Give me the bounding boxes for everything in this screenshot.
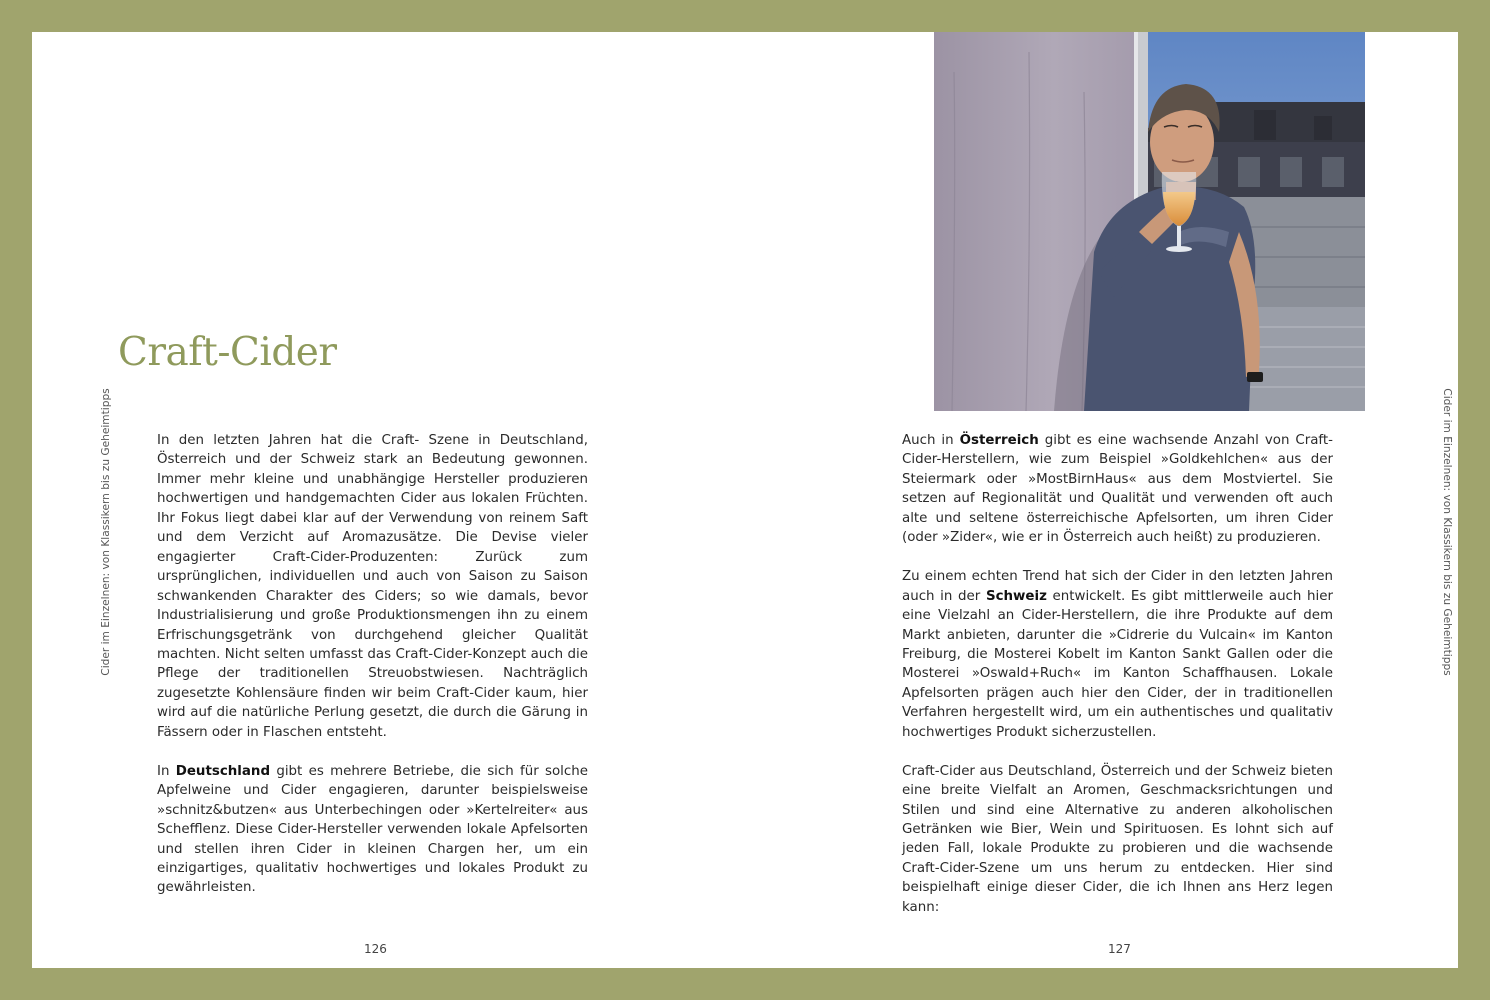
chapter-title: Craft-Cider	[118, 330, 337, 375]
right-text-column	[902, 431, 1333, 937]
austria-text-start: Auch in	[902, 433, 960, 448]
summary-paragraph: Craft-Cider aus Deutschland, Österreich und der Schweiz bieten eine breite Vielfalt an Aromen, Geschmacksrichtungen und Stilen und sind eine Alternative zu anderen alkoholischen Getränken wie Bier, Wein und Spirituosen. Es lohnt sich auf jeden Fall, lokale Produkte zu probieren und die wachsende Craft-Cider-Szene um uns herum zu entdecken. Hier sind beispielhaft einige dieser Cider, die ich Ihnen ans Herz legen kann:	[902, 763, 1333, 915]
austria-keyword: Österreich	[959, 433, 1039, 448]
germany-text-rest: gibt es mehrere Betriebe, die sich für solche Apfelweine und Cider engagieren, darunter beispielsweise »schnitz&butzen« aus Unterbechingen oder »Kertelreiter« aus Schefflenz. Diese Cider-Hersteller verwenden lokale Apfelsorten und stellen ihren Cider in kleinen Chargen her, um ein einzigartiges, qualitativ hochwertiges und lokales Produkt zu gewährleisten.	[157, 763, 588, 896]
germany-paragraph	[157, 762, 588, 898]
germany-keyword: Deutschland	[175, 763, 271, 779]
cider-tasting-photo	[934, 32, 1365, 411]
running-head-left: Cider im Einzelnen: von Klassikern bis zu Geheimtipps	[100, 388, 112, 676]
switzerland-keyword: Schweiz	[985, 588, 1047, 604]
running-head-right: Cider im Einzelnen: von Klassikern bis zu Geheimtipps	[1441, 388, 1453, 676]
switzerland-text-start: Zu einem echten Trend hat sich der Cider in den letzten Jahren auch in der	[902, 569, 1333, 604]
switzerland-text-rest: entwickelt. Es gibt mittlerweile auch hier eine Vielzahl an Cider-Herstellern, die ihre Produkte auf dem Markt anbieten, darunter die »Cidrerie du Vulcain« im Kanton Freiburg, die Mosterei Kobelt im Kanton Sankt Gallen oder die Mosterei »Oswald+Ruch« im Kanton Schaffhausen. Lokale Apfelsorten prägen auch hier den Cider, der in traditionellen Verfahren hergestellt wird, um ein authentisches und qualitativ hochwertiges Produkt sicherzustellen.	[902, 588, 1334, 740]
switzerland-paragraph	[902, 567, 1333, 742]
intro-paragraph: In den letzten Jahren hat die Craft- Szene in Deutschland, Österreich und der Schweiz stark an Bedeutung gewonnen. Immer mehr kleine und unabhängige Hersteller produzieren hochwertigen und handgemachten Cider aus lokalen Früchten. Ihr Fokus liegt dabei klar auf der Verwendung von reinem Saft und dem Verzicht auf Aromazusätze. Die Devise vieler engagierter Craft-Cider-Produzenten: Zurück zum ursprünglichen, individuellen und auch von Saison zu Saison schwankenden Charakter des Ciders; so wie damals, bevor Industrialisierung und große Produktionsmengen ihn zu einem Erfrischungsgetränk von durchgehend gleicher Qualität machten. Nicht selten umfasst das Craft-Cider-Konzept auch die Pflege der traditionellen Streuobstwiesen. Nachträglich zugesetzte Kohlensäure finden wir beim Craft-Cider kaum, hier wird auf die natürliche Perlung gesetzt, die durch die Gärung in Fässern oder in Flaschen entsteht.	[157, 433, 588, 740]
page-number-right: 127	[1108, 942, 1131, 956]
austria-paragraph	[902, 431, 1333, 548]
photo-illustration	[934, 32, 1365, 411]
germany-text-start: In	[157, 763, 176, 779]
page-number-left: 126	[364, 942, 387, 956]
austria-text-rest: gibt es eine wachsende Anzahl von Craft-Cider-Herstellern, wie zum Beispiel »Goldkehlchen« aus der Steiermark oder »MostBirnHaus« aus dem Mostviertel. Sie setzen auf Regionalität und Qualität und verwenden oft auch alte und seltene österreichische Apfelsorten, um ihren Cider (oder »Zider«, wie er in Österreich auch heißt) zu produzieren.	[902, 433, 1333, 546]
left-text-column	[157, 431, 588, 917]
